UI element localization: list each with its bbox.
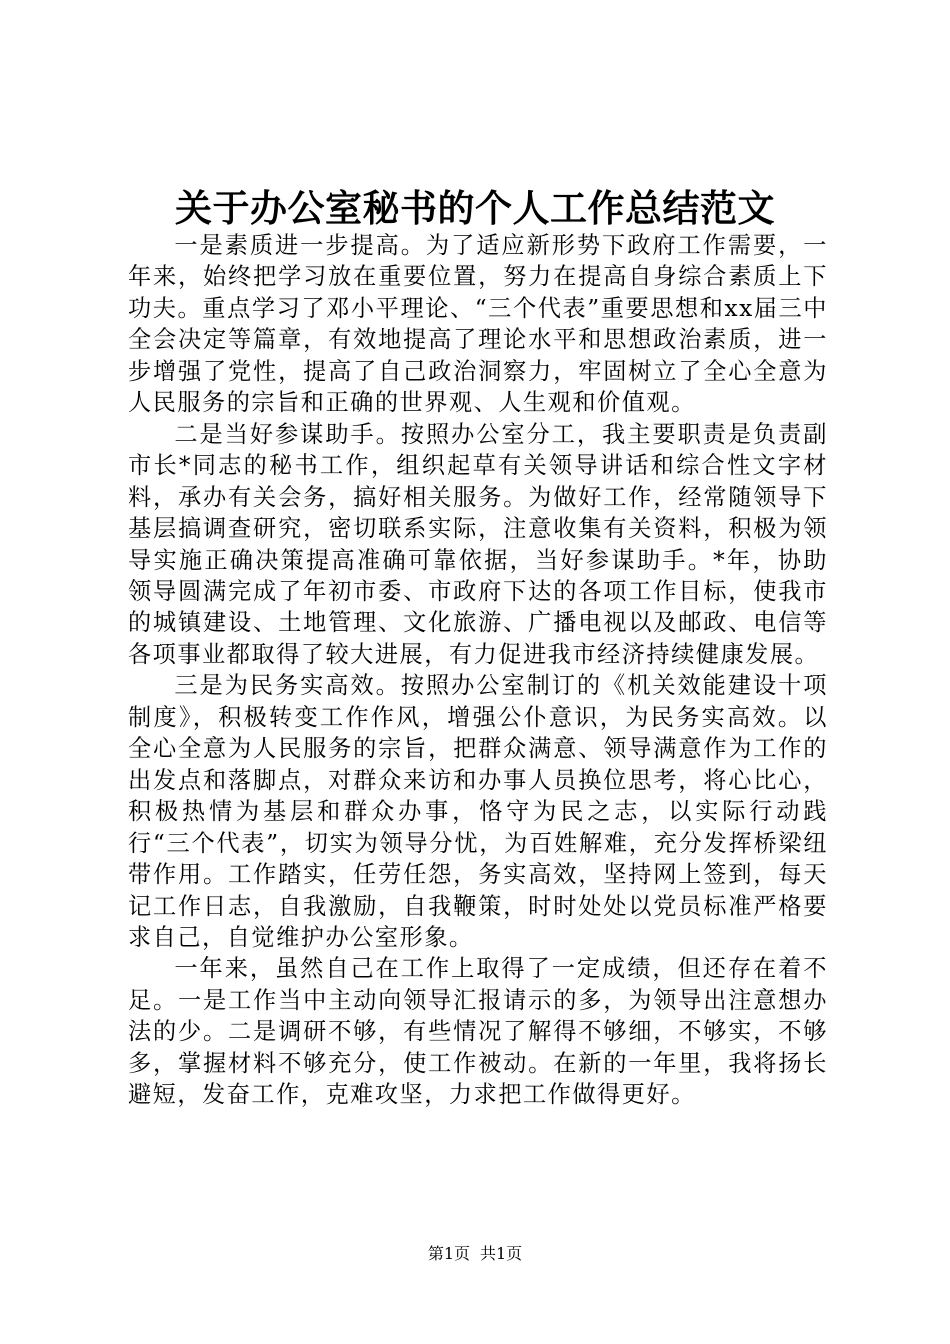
paragraph-assistant: 二是当好参谋助手。按照办公室分工，我主要职责是负责副市长*同志的秘书工作，组织起草有关领导讲话和综合性文字材料，承办有关会务，搞好相关服务。为做好工作，经常随领导下基层搞调查研究，密切联系实际，注意收集有关资料，积极为领导实施正确决策提高准确可靠依据，当好参谋助手。*年，协助领导圆满完成了年初市委、市政府下达的各项工作目标，使我市的城镇建设、土地管理、文化旅游、广播电视以及邮政、电信等各项事业都取得了较大进展，有力促进我市经济持续健康发展。 [128,420,828,668]
page-total: 共1页 [480,1244,523,1263]
paragraph-shortcomings: 一年来，虽然自己在工作上取得了一定成绩，但还存在着不足。一是工作当中主动向领导汇报请示的多，为领导出注意想办法的少。二是调研不够，有些情况了解得不够细，不够实，不够多，掌握材料不够充分，使工作被动。在新的一年里，我将扬长避短，发奋工作，克难攻坚，力求把工作做得更好。 [128,955,828,1109]
page-number: 第1页 [427,1244,470,1263]
paragraph-quality: 一是素质进一步提高。为了适应新形势下政府工作需要，一年来，始终把学习放在重要位置，努力在提高自身综合素质上下功夫。重点学习了邓小平理论、“三个代表”重要思想和xx届三中全会决定等篇章，有效地提高了理论水平和思想政治素质，进一步增强了党性，提高了自己政治洞察力，牢固树立了全心全意为人民服务的宗旨和正确的世界观、人生观和价值观。 [128,232,828,417]
document-body [128,230,828,1111]
page-footer [0,1243,950,1265]
document-title: 关于办公室秘书的个人工作总结范文 [175,186,775,230]
paragraph-service: 三是为民务实高效。按照办公室制订的《机关效能建设十项制度》，积极转变工作作风，增强公仆意识，为民务实高效。以全心全意为人民服务的宗旨，把群众满意、领导满意作为工作的出发点和落脚点，对群众来访和办事人员换位思考，将心比心，积极热情为基层和群众办事，恪守为民之志，以实际行动践行“三个代表”，切实为领导分忧，为百姓解难，充分发挥桥梁纽带作用。工作踏实，任劳任怨，务实高效，坚持网上签到，每天记工作日志，自我激励，自我鞭策，时时处处以党员标准严格要求自己，自觉维护办公室形象。 [128,672,828,951]
